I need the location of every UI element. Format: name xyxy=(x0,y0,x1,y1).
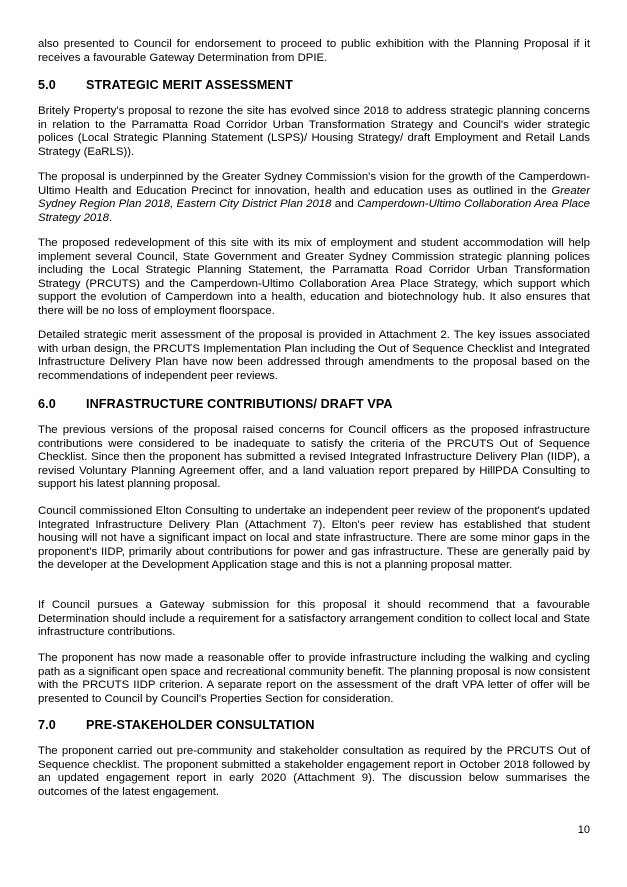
section-5-paragraph-1 xyxy=(38,105,590,159)
text-run: and xyxy=(331,198,358,211)
body-paragraph: If Council pursues a Gateway submission for this proposal it should recommend that a favourable Determination should include a requirement for a satisfactory arrangement condition to collect local and State infrastructure contributions. xyxy=(38,599,590,639)
section-number: 7.0 xyxy=(38,718,56,732)
section-heading xyxy=(38,397,590,412)
section-number: 5.0 xyxy=(38,78,56,92)
section-title: STRATEGIC MERIT ASSESSMENT xyxy=(86,78,293,92)
section-7-paragraph-1 xyxy=(38,745,590,799)
body-paragraph: The proponent has now made a reasonable offer to provide infrastructure including the walking and cycling path as a significant open space and recreational community benefit. The planning proposal is now consistent with the PRCUTS IIDP criterion. A separate report on the assessment of the draft VPA letter of offer will be presented to Council by Council's Properties Section for consideration. xyxy=(38,652,590,705)
section-5-paragraph-3 xyxy=(38,237,590,319)
section-heading xyxy=(38,718,590,733)
text-run: . xyxy=(108,211,113,224)
body-paragraph: The previous versions of the proposal raised concerns for Council officers as the proposed infrastructure contributions were considered to be inadequate to satisfy the criteria of the PRCUTS Out of Sequence Checklist. Since then the proponent has submitted a revised Integrated Infrastructure Delivery Plan (IIDP), a revised Voluntary Planning Agreement offer, and a land valuation report prepared by HillPDA Consulting to support his latest planning proposal. xyxy=(38,424,590,491)
body-paragraph: Council commissioned Elton Consulting to undertake an independent peer review of the proponent's updated Integrated Infrastructure Delivery Plan (Attachment 7). Elton's peer review has established that student housing will not have a significant impact on local and state infrastructure. There are some minor gaps in the proponent's IIDP, primarily about contributions for power and gas infrastructure. These are generally paid by the developer at the Development Application stage and this is not a planning proposal matter. xyxy=(38,505,590,572)
section-6-paragraph-2 xyxy=(38,505,590,573)
section-6-paragraph-4 xyxy=(38,652,590,706)
section-number: 6.0 xyxy=(38,397,56,411)
section-5-paragraph-4 xyxy=(38,329,590,383)
body-paragraph: Detailed strategic merit assessment of the proposal is provided in Attachment 2. The key issues associated with urban design, the PRCUTS Implementation Plan including the Out of Sequence Checklist and Integrated Infrastructure Delivery Plan have now been addressed through amendments to the proposal based on the recommendations of independent peer reviews. xyxy=(38,329,590,382)
text-run: The proposal is underpinned by the Greater Sydney Commission's vision for the growth of the Camperdown-Ultimo Health and Education Precinct for innovation, health and education uses as outlined in the xyxy=(38,171,590,197)
section-6-paragraph-1 xyxy=(38,424,590,492)
section-7-heading xyxy=(38,718,590,733)
page-number: 10 xyxy=(577,824,590,836)
body-paragraph xyxy=(38,171,590,225)
intro-paragraph-block xyxy=(38,38,590,65)
body-paragraph: The proposed redevelopment of this site with its mix of employment and student accommodation will help implement several Council, State Government and Greater Sydney Commission strategic planning polices including the Local Strategic Planning Statement, the Parramatta Road Corridor Urban Transformation Strategy (PRCUTS) and the Camperdown-Ultimo Collaboration Area Place Strategy, which support which support the evolution of Camperdown into a health, education and biotechnology hub. It also ensures that there will be no loss of employment floorspace. xyxy=(38,237,590,317)
section-heading xyxy=(38,78,590,93)
section-6-heading xyxy=(38,397,590,412)
italic-reference: Camperdown-Ultimo Collaboration Area Place Strategy 2018 xyxy=(38,198,590,224)
section-5-heading xyxy=(38,78,590,93)
intro-paragraph: also presented to Council for endorsement to proceed to public exhibition with the Planning Proposal if it receives a favourable Gateway Determination from DPIE. xyxy=(38,38,590,64)
section-5-paragraph-2 xyxy=(38,171,590,225)
section-6-paragraph-3 xyxy=(38,599,590,640)
section-title: INFRASTRUCTURE CONTRIBUTIONS/ DRAFT VPA xyxy=(86,397,393,411)
body-paragraph: The proponent carried out pre-community and stakeholder consultation as required by the PRCUTS Out of Sequence checklist. The proponent submitted a stakeholder engagement report in October 2018 followed by an updated engagement report in early 2020 (Attachment 9). The discussion below summarises the outcomes of the latest engagement. xyxy=(38,745,590,798)
section-title: PRE-STAKEHOLDER CONSULTATION xyxy=(86,718,315,732)
body-paragraph: Britely Property's proposal to rezone the site has evolved since 2018 to address strategic planning concerns in relation to the Parramatta Road Corridor Urban Transformation Strategy and Council's wider strategic polices (Local Strategic Planning Statement (LSPS)/ Housing Strategy/ draft Employment and Retail Lands Strategy (EaRLS)). xyxy=(38,105,590,158)
italic-reference: Greater Sydney Region Plan 2018, Eastern City District Plan 2018 xyxy=(38,184,590,211)
